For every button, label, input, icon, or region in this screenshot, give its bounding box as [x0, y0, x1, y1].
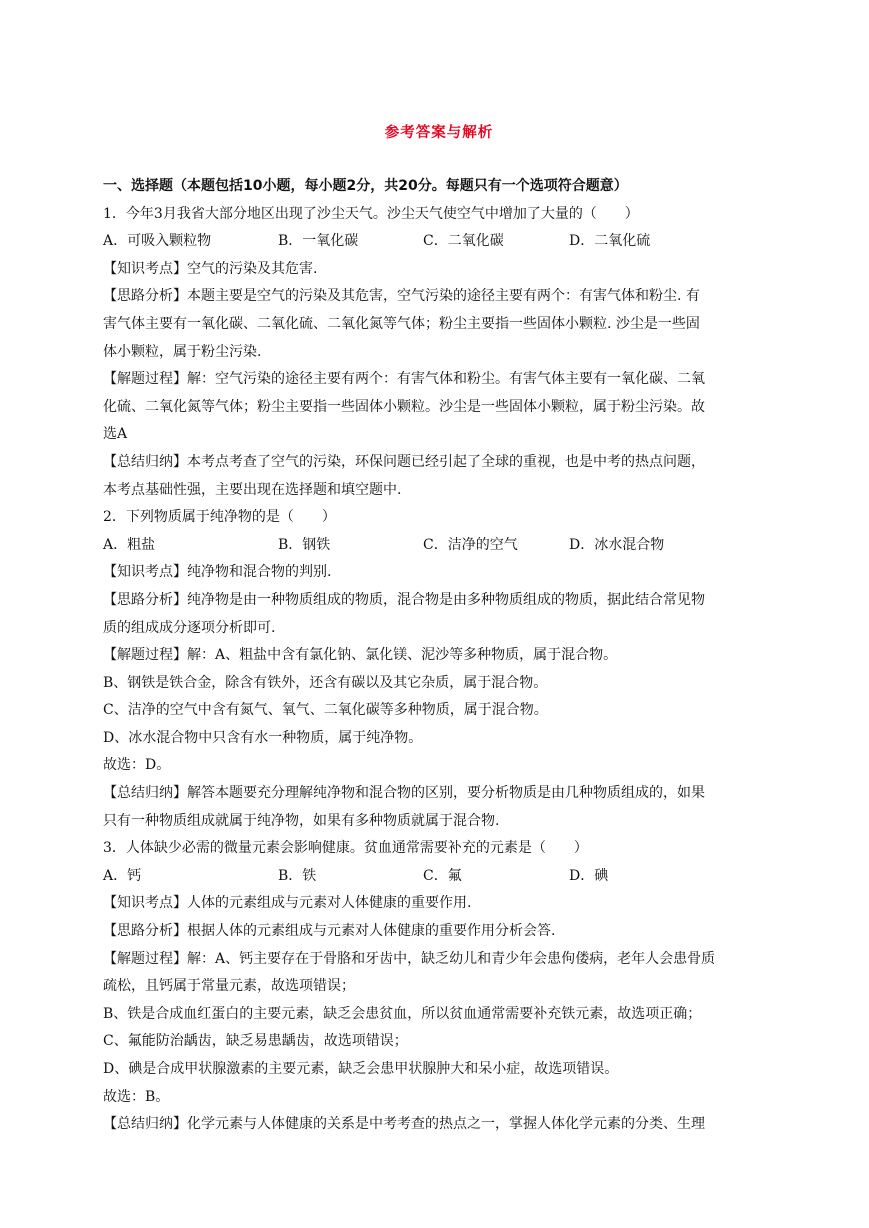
explanation-line: 【总结归纳】本考点考查了空气的污染，环保问题已经引起了全球的重视，也是中考的热点问题，: [103, 453, 705, 470]
option-c: C．洁净的空气: [423, 536, 518, 553]
option-b: B．一氧化碳: [278, 233, 359, 250]
option-d: D．二氧化硫: [569, 233, 651, 250]
explanation-line: B、钢铁是铁合金，除含有铁外，还含有碳以及其它杂质，属于混合物。: [103, 674, 548, 691]
explanation-line: 害气体主要有一氧化碳、二氧化硫、二氧化氮等气体；粉尘主要指一些固体小颗粒. 沙尘是一些固: [103, 315, 700, 332]
explanation-line: 【知识考点】人体的元素组成与元素对人体健康的重要作用.: [103, 895, 472, 912]
explanation-line: C、氟能防治龋齿，缺乏易患龋齿，故选项错误；: [103, 1033, 408, 1050]
option-a: A．可吸入颗粒物: [103, 233, 212, 250]
question-stem: 3．人体缺少必需的微量元素会影响健康。贫血通常需要补充的元素是（ ）: [103, 840, 588, 857]
explanation-line: C、洁净的空气中含有氮气、氧气、二氧化碳等多种物质，属于混合物。: [103, 702, 548, 719]
option-b: B．铁: [278, 867, 317, 884]
explanation-line: 故选：D。: [103, 757, 171, 774]
question-stem: 2．下列物质属于纯净物的是（ ）: [103, 509, 336, 526]
explanation-line: 【解题过程】解：空气污染的途径主要有两个：有害气体和粉尘。有害气体主要有一氧化碳、二氧: [103, 371, 705, 388]
option-b: B．钢铁: [278, 536, 331, 553]
explanation-line: 【总结归纳】解答本题要充分理解纯净物和混合物的区别，要分析物质是由几种物质组成的，如果: [103, 785, 705, 802]
explanation-line: 故选：B。: [103, 1088, 170, 1105]
option-d: D．碘: [569, 867, 609, 884]
explanation-line: 【解题过程】解：A、粗盐中含有氯化钠、氯化镁、泥沙等多种物质，属于混合物。: [103, 647, 618, 664]
explanation-line: 本考点基础性强，主要出现在选择题和填空题中.: [103, 481, 402, 498]
option-row: [103, 532, 775, 560]
question-2: [103, 504, 775, 835]
explanation-line: D、冰水混合物中只含有水一种物质，属于纯净物。: [103, 729, 423, 746]
option-row: [103, 863, 775, 891]
explanation-line: 【思路分析】本题主要是空气的污染及其危害，空气污染的途径主要有两个：有害气体和粉尘. 有: [103, 288, 700, 305]
option-a: A．粗盐: [103, 536, 156, 553]
option-d: D．冰水混合物: [569, 536, 665, 553]
explanation-line: 【知识考点】空气的污染及其危害.: [103, 260, 318, 277]
explanation-line: D、碘是合成甲状腺激素的主要元素，缺乏会患甲状腺肿大和呆小症，故选项错误。: [103, 1061, 619, 1077]
explanation-line: 体小颗粒，属于粉尘污染.: [103, 343, 262, 360]
option-a: A．钙: [103, 867, 142, 884]
explanation-line: 【知识考点】纯净物和混合物的判别.: [103, 564, 332, 581]
explanation-line: 【思路分析】根据人体的元素组成与元素对人体健康的重要作用分析会答.: [103, 923, 556, 940]
explanation-line: 【总结归纳】化学元素与人体健康的关系是中考考查的热点之一，掌握人体化学元素的分类、生理: [103, 1116, 705, 1133]
explanation-line: 【解题过程】解：A、钙主要存在于骨胳和牙齿中，缺乏幼儿和青少年会患佝偻病，老年人会患骨质: [103, 950, 716, 967]
explanation-line: 质的组成成分逐项分析即可.: [103, 619, 276, 636]
option-row: [103, 228, 775, 256]
explanation-line: 化硫、二氧化氮等气体；粉尘主要指一些固体小颗粒。沙尘是一些固体小颗粒，属于粉尘污染。故: [103, 398, 705, 415]
question-1: [103, 201, 775, 505]
explanation-line: 选A: [103, 426, 128, 443]
explanation-line: 疏松，且钙属于常量元素，故选项错误；: [103, 978, 355, 995]
document-body: [103, 173, 775, 1139]
option-c: C．二氧化碳: [423, 233, 504, 250]
page-title: 参考答案与解析: [384, 125, 494, 141]
question-stem: 1．今年3月我省大部分地区出现了沙尘天气。沙尘天气使空气中增加了大量的（ ）: [103, 205, 639, 222]
section-heading: 一、选择题（本题包括10小题，每小题2分，共20分。每题只有一个选项符合题意）: [103, 178, 628, 194]
explanation-line: 【思路分析】纯净物是由一种物质组成的物质，混合物是由多种物质组成的物质，据此结合常见物: [103, 591, 705, 608]
explanation-line: 只有一种物质组成就属于纯净物，如果有多种物质就属于混合物.: [103, 812, 500, 829]
explanation-line: B、铁是合成血红蛋白的主要元素，缺乏会患贫血，所以贫血通常需要补充铁元素，故选项正确；: [103, 1005, 702, 1022]
question-3: [103, 835, 775, 1139]
option-c: C．氟: [423, 867, 462, 884]
